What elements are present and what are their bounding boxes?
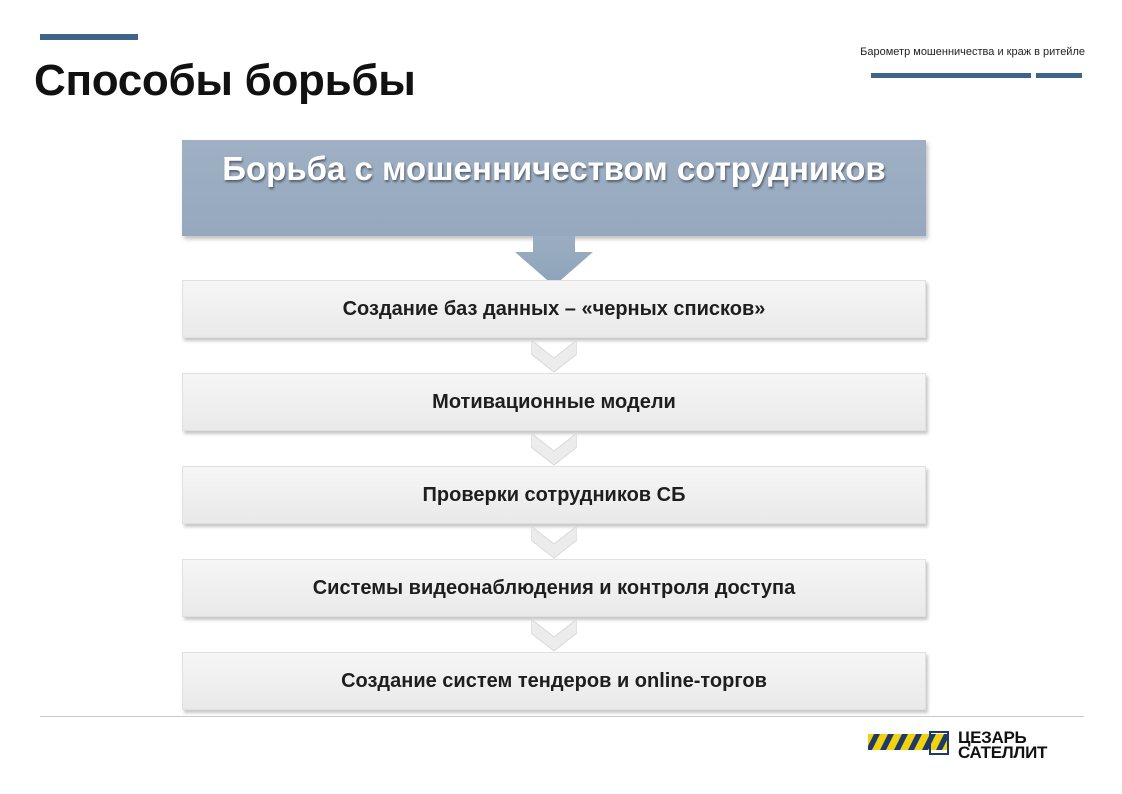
title-accent-bar xyxy=(40,34,138,40)
diagram-header-text: Борьба с мошенничеством сотрудников xyxy=(222,150,886,187)
report-subtitle: Барометр мошенничества и краж в ритейле xyxy=(860,46,1085,58)
logo-text-line1: ЦЕЗАРЬ xyxy=(958,728,1027,747)
step-box-blacklist-db xyxy=(182,280,926,338)
logo-stripes-icon xyxy=(868,728,956,768)
chevron-down-icon xyxy=(531,526,577,562)
company-logo xyxy=(868,726,1088,772)
diagram-header-box xyxy=(182,140,926,236)
subtitle-accent-bar-long xyxy=(871,73,1031,78)
chevron-down-icon xyxy=(531,619,577,655)
step-label: Создание баз данных – «черных списков» xyxy=(342,297,766,320)
step-label: Проверки сотрудников СБ xyxy=(422,483,686,506)
step-box-security-checks xyxy=(182,466,926,524)
logo-text-line2: САТЕЛЛИТ xyxy=(958,743,1048,762)
step-box-tenders-online xyxy=(182,652,926,710)
step-box-video-access-control xyxy=(182,559,926,617)
chevron-down-icon xyxy=(531,340,577,376)
step-box-motivation-models xyxy=(182,373,926,431)
step-label: Системы видеонаблюдения и контроля доступа xyxy=(312,576,796,599)
step-label: Мотивационные модели xyxy=(432,390,676,413)
subtitle-accent-bar-short xyxy=(1036,73,1082,78)
chevron-down-icon xyxy=(531,433,577,469)
step-label: Создание систем тендеров и online-торгов xyxy=(341,669,767,692)
footer-divider xyxy=(40,716,1084,717)
page-title: Способы борьбы xyxy=(34,56,416,105)
header-down-arrow-icon xyxy=(515,236,593,286)
